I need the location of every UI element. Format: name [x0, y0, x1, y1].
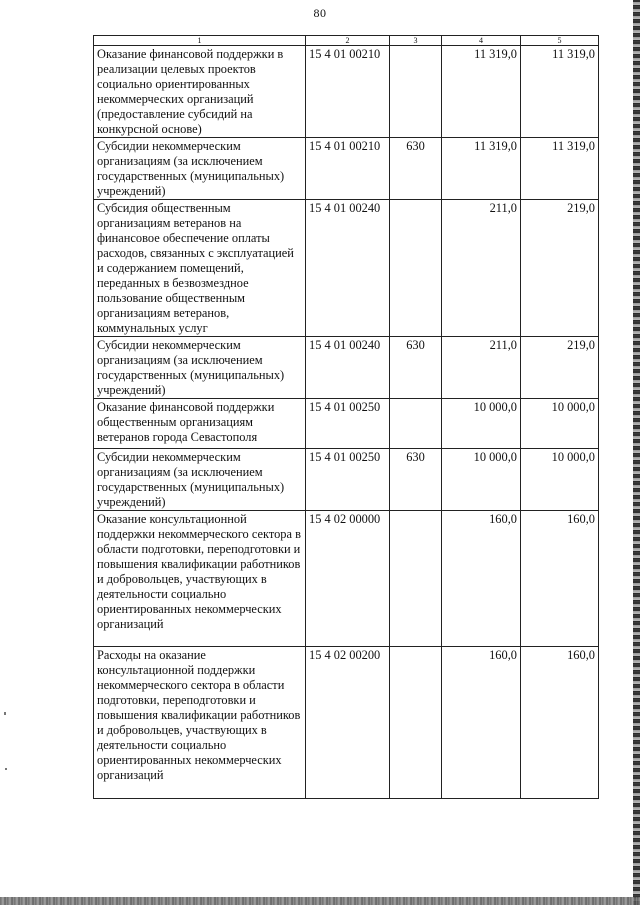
budget-table [93, 35, 599, 799]
table-row [94, 138, 599, 200]
row-code: 15 4 01 00240 [306, 337, 390, 399]
table-header-row [94, 36, 599, 46]
row-expense-type: 630 [390, 449, 442, 511]
row-sum-year2: 11 319,0 [521, 46, 599, 138]
row-name: Субсидии некоммерческим организациям (за исключением государственных (муниципальных) учреждений) [94, 138, 306, 200]
table-row [94, 449, 599, 511]
scan-bottom-artifact [0, 897, 640, 905]
row-sum-year2: 219,0 [521, 200, 599, 337]
table-row [94, 511, 599, 647]
row-sum-year1: 211,0 [442, 337, 521, 399]
row-expense-type [390, 46, 442, 138]
row-sum-year1: 160,0 [442, 511, 521, 647]
row-code: 15 4 01 00210 [306, 46, 390, 138]
scan-speck [5, 768, 7, 770]
row-sum-year1: 10 000,0 [442, 399, 521, 449]
row-code: 15 4 01 00250 [306, 449, 390, 511]
row-sum-year2: 219,0 [521, 337, 599, 399]
row-expense-type [390, 511, 442, 647]
row-sum-year1: 211,0 [442, 200, 521, 337]
row-sum-year2: 11 319,0 [521, 138, 599, 200]
row-sum-year2: 160,0 [521, 647, 599, 799]
row-code: 15 4 01 00240 [306, 200, 390, 337]
row-sum-year2: 160,0 [521, 511, 599, 647]
page-number: 80 [313, 6, 327, 20]
row-sum-year1: 10 000,0 [442, 449, 521, 511]
row-sum-year1: 160,0 [442, 647, 521, 799]
row-sum-year1: 11 319,0 [442, 138, 521, 200]
column-header-name: 1 [94, 36, 306, 46]
row-sum-year1: 11 319,0 [442, 46, 521, 138]
row-name: Субсидия общественным организациям ветеранов на финансовое обеспечение оплаты расходов, связанных с эксплуатацией и содержанием помещений, переданных в безвозмездное пользование общественным организациям ветеранов, коммунальных услуг [94, 200, 306, 337]
scan-speck [4, 712, 6, 715]
column-header-sum-year1: 4 [442, 36, 521, 46]
column-header-sum-year2: 5 [521, 36, 599, 46]
row-sum-year2: 10 000,0 [521, 449, 599, 511]
row-name: Оказание финансовой поддержки общественным организациям ветеранов города Севастополя [94, 399, 306, 449]
row-name: Субсидии некоммерческим организациям (за исключением государственных (муниципальных) учреждений) [94, 337, 306, 399]
table-row [94, 647, 599, 799]
table-row [94, 399, 599, 449]
row-expense-type [390, 647, 442, 799]
row-name: Оказание финансовой поддержки в реализации целевых проектов социально ориентированных некоммерческих организаций (предоставление субсидий на конкурсной основе) [94, 46, 306, 138]
row-name: Расходы на оказание консультационной поддержки некоммерческого сектора в области подготовки, переподготовки и повышения квалификации работников и добровольцев, участвующих в деятельности социально ориентированных некоммерческих организаций [94, 647, 306, 799]
row-expense-type: 630 [390, 138, 442, 200]
table-row [94, 337, 599, 399]
table-row [94, 46, 599, 138]
row-code: 15 4 02 00000 [306, 511, 390, 647]
row-code: 15 4 02 00200 [306, 647, 390, 799]
scan-edge-artifact [633, 0, 640, 905]
column-header-code: 2 [306, 36, 390, 46]
row-code: 15 4 01 00250 [306, 399, 390, 449]
row-expense-type: 630 [390, 337, 442, 399]
row-name: Оказание консультационной поддержки некоммерческого сектора в области подготовки, переподготовки и повышения квалификации работников и добровольцев, участвующих в деятельности социально ориентированных некоммерческих организаций [94, 511, 306, 647]
row-name: Субсидии некоммерческим организациям (за исключением государственных (муниципальных) учреждений) [94, 449, 306, 511]
row-sum-year2: 10 000,0 [521, 399, 599, 449]
row-expense-type [390, 399, 442, 449]
column-header-expense-type: 3 [390, 36, 442, 46]
row-expense-type [390, 200, 442, 337]
table-row [94, 200, 599, 337]
row-code: 15 4 01 00210 [306, 138, 390, 200]
